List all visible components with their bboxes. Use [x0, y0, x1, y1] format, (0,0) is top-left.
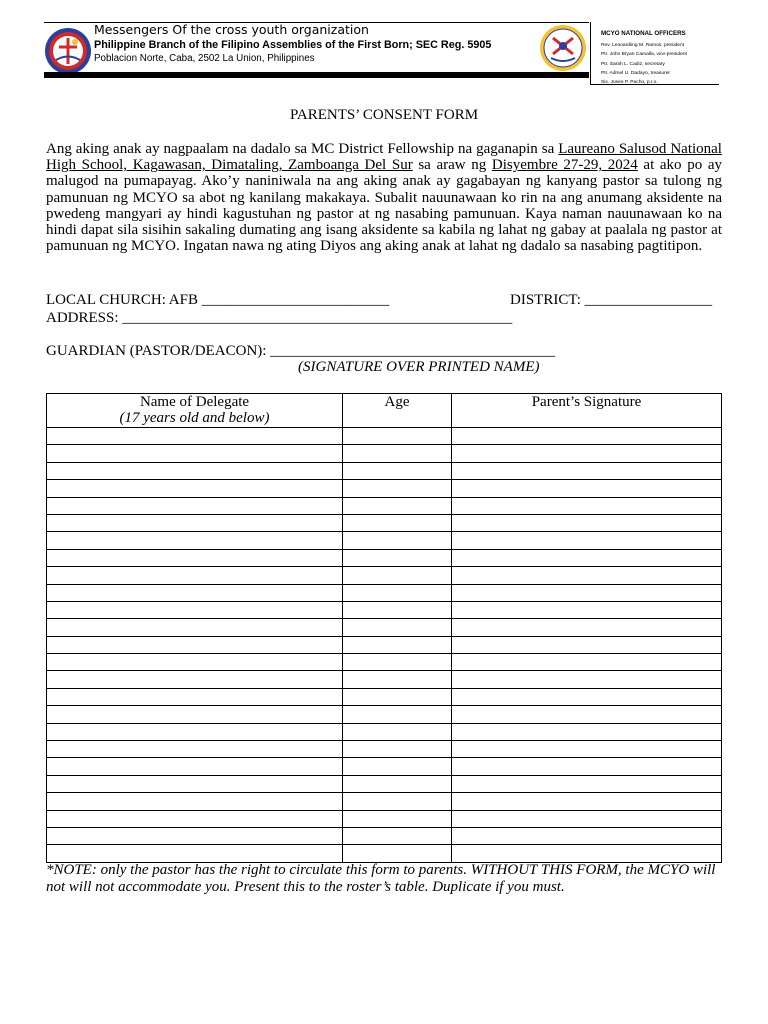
delegate-table	[46, 393, 722, 863]
table-row	[47, 723, 722, 740]
cell-name[interactable]	[47, 532, 343, 549]
table-row	[47, 775, 722, 792]
cell-signature[interactable]	[452, 741, 722, 758]
cell-signature[interactable]	[452, 775, 722, 792]
col-header-name	[47, 394, 343, 428]
district-field[interactable]: DISTRICT: _________________	[510, 292, 713, 308]
cell-name[interactable]	[47, 741, 343, 758]
cell-signature[interactable]	[452, 514, 722, 531]
officer-item: Rev. Leonardiing M. Ramos, president	[601, 43, 685, 48]
cell-age[interactable]	[343, 775, 452, 792]
address-field[interactable]: ADDRESS: ____________________________________________________	[46, 310, 513, 326]
org-logo-right	[539, 24, 587, 72]
cell-age[interactable]	[343, 601, 452, 618]
cell-signature[interactable]	[452, 584, 722, 601]
header-bottom-bar	[44, 72, 589, 78]
cell-signature[interactable]	[452, 827, 722, 844]
cell-signature[interactable]	[452, 480, 722, 497]
cell-signature[interactable]	[452, 845, 722, 862]
cell-age[interactable]	[343, 741, 452, 758]
table-row	[47, 636, 722, 653]
cell-name[interactable]	[47, 654, 343, 671]
cell-signature[interactable]	[452, 654, 722, 671]
cell-age[interactable]	[343, 810, 452, 827]
table-row	[47, 601, 722, 618]
org-logo-left	[44, 27, 92, 75]
table-row	[47, 584, 722, 601]
table-row	[47, 567, 722, 584]
cell-name[interactable]	[47, 514, 343, 531]
cell-age[interactable]	[343, 827, 452, 844]
consent-paragraph	[46, 141, 722, 254]
cell-signature[interactable]	[452, 636, 722, 653]
cell-name[interactable]	[47, 428, 343, 445]
table-row	[47, 793, 722, 810]
cell-age[interactable]	[343, 428, 452, 445]
cell-name[interactable]	[47, 671, 343, 688]
table-row	[47, 688, 722, 705]
table-row	[47, 462, 722, 479]
cell-age[interactable]	[343, 619, 452, 636]
col-header-name-sub: (17 years old and below)	[119, 410, 270, 426]
org-address: Poblacion Norte, Caba, 2502 La Union, Philippines	[94, 53, 315, 64]
cell-age[interactable]	[343, 584, 452, 601]
officers-panel	[590, 22, 719, 85]
table-row	[47, 532, 722, 549]
cell-signature[interactable]	[452, 758, 722, 775]
form-title: PARENTS’ CONSENT FORM	[289, 107, 479, 123]
cell-age[interactable]	[343, 497, 452, 514]
cell-age[interactable]	[343, 532, 452, 549]
cell-name[interactable]	[47, 775, 343, 792]
cell-age[interactable]	[343, 549, 452, 566]
cell-age[interactable]	[343, 567, 452, 584]
table-row	[47, 480, 722, 497]
date-text: Disyembre 27-29, 2024	[491, 157, 638, 174]
cell-age[interactable]	[343, 462, 452, 479]
cell-signature[interactable]	[452, 497, 722, 514]
table-row	[47, 428, 722, 445]
cell-signature[interactable]	[452, 445, 722, 462]
cell-name[interactable]	[47, 480, 343, 497]
cell-signature[interactable]	[452, 688, 722, 705]
footer-note: *NOTE: only the pastor has the right to circulate this form to parents. WITHOUT THIS FORM, the MCYO will not will not accommodate you. Present this to the roster’s table. Duplicate if you must.	[46, 862, 716, 895]
org-name: Messengers Of the cross youth organization	[94, 22, 369, 37]
cell-age[interactable]	[343, 793, 452, 810]
table-row	[47, 619, 722, 636]
cell-name[interactable]	[47, 758, 343, 775]
cell-signature[interactable]	[452, 723, 722, 740]
cell-name[interactable]	[47, 462, 343, 479]
cell-age[interactable]	[343, 636, 452, 653]
local-church-field[interactable]: LOCAL CHURCH: AFB _________________________	[46, 292, 390, 308]
cell-name[interactable]	[47, 827, 343, 844]
letterhead	[44, 22, 589, 76]
cell-age[interactable]	[343, 514, 452, 531]
officer-item: Sis. Josee P. Pacho, p.r.o.	[601, 80, 658, 86]
cell-signature[interactable]	[452, 532, 722, 549]
cell-name[interactable]	[47, 584, 343, 601]
org-text-block	[94, 22, 534, 66]
cell-signature[interactable]	[452, 793, 722, 810]
cell-name[interactable]	[47, 723, 343, 740]
cell-name[interactable]	[47, 793, 343, 810]
table-row	[47, 514, 722, 531]
cell-name[interactable]	[47, 549, 343, 566]
table-row	[47, 549, 722, 566]
col-header-name-label: Name of Delegate	[139, 394, 250, 410]
cell-age[interactable]	[343, 758, 452, 775]
col-header-age: Age	[343, 394, 452, 428]
cell-age[interactable]	[343, 480, 452, 497]
paragraph-text: Ang aking anak ay nagpaalam na dadalo sa MC District Fellowship na gaganapin sa	[46, 141, 559, 157]
cell-name[interactable]	[47, 845, 343, 862]
col-header-signature: Parent’s Signature	[452, 394, 722, 428]
cell-age[interactable]	[343, 445, 452, 462]
cell-signature[interactable]	[452, 549, 722, 566]
cell-name[interactable]	[47, 601, 343, 618]
cell-signature[interactable]	[452, 567, 722, 584]
cell-age[interactable]	[343, 706, 452, 723]
table-row	[47, 654, 722, 671]
cell-signature[interactable]	[452, 810, 722, 827]
cell-age[interactable]	[343, 845, 452, 862]
cell-name[interactable]	[47, 706, 343, 723]
cell-name[interactable]	[47, 497, 343, 514]
cell-signature[interactable]	[452, 428, 722, 445]
cell-name[interactable]	[47, 688, 343, 705]
table-row	[47, 445, 722, 462]
officers-list	[601, 41, 687, 87]
table-row	[47, 758, 722, 775]
cell-name[interactable]	[47, 619, 343, 636]
officer-item: Ptr. John Bryan Camalla, vice-president	[601, 52, 687, 58]
paragraph-text: at ako po ay malugod na pumapayag. Ako’y naniniwala na ang aking anak ay gagabayan ng kanyang pastor sa tulong ng pamunuan ng MCYO sa abot ng kanilang makakaya. Subalit nauunawaan ko rin na ang anumang aksidente na pwedeng mangyari ay hindi kagustuhan ng pastor at ng nasabing pamunuan. Kaya naman nauunawaan ko na hindi dapat sila sisihin sakaling dumating ang isang aksidente sa kabila ng lahat ng gabay at paalala ng pastor at pamunuan ng MCYO. Ingatan nawa ng ating Diyos ang aking anak at lahat ng dadalo sa nasabing pagtitipon.	[46, 157, 722, 255]
cell-name[interactable]	[47, 636, 343, 653]
cell-signature[interactable]	[452, 462, 722, 479]
table-row	[47, 497, 722, 514]
officer-item: Ptr. Sarah L. Cadiz, secretary	[601, 61, 665, 67]
paragraph-text: sa araw ng	[412, 157, 492, 174]
table-row	[47, 706, 722, 723]
cell-name[interactable]	[47, 567, 343, 584]
cell-age[interactable]	[343, 654, 452, 671]
table-row	[47, 810, 722, 827]
cell-age[interactable]	[343, 688, 452, 705]
cell-name[interactable]	[47, 810, 343, 827]
cell-signature[interactable]	[452, 706, 722, 723]
cell-signature[interactable]	[452, 671, 722, 688]
venue-text: Laureano Salusod National High School, Kagawasan, Dimataling, Zamboanga Del Sur	[46, 141, 722, 174]
cell-age[interactable]	[343, 671, 452, 688]
officers-title: MCYO NATIONAL OFFICERS	[601, 30, 686, 37]
guardian-field[interactable]: GUARDIAN (PASTOR/DEACON): ______________________________________	[46, 343, 556, 359]
table-row	[47, 827, 722, 844]
cell-name[interactable]	[47, 445, 343, 462]
cell-signature[interactable]	[452, 619, 722, 636]
cell-age[interactable]	[343, 723, 452, 740]
table-row	[47, 741, 722, 758]
table-row	[47, 845, 722, 862]
table-row	[47, 671, 722, 688]
org-branch: Philippine Branch of the Filipino Assemblies of the First Born; SEC Reg. 5905	[94, 39, 492, 51]
officer-item: Ptr. Admel U. Dadayo, treasurer	[601, 70, 671, 76]
cell-signature[interactable]	[452, 601, 722, 618]
signature-caption: (SIGNATURE OVER PRINTED NAME)	[298, 359, 540, 375]
